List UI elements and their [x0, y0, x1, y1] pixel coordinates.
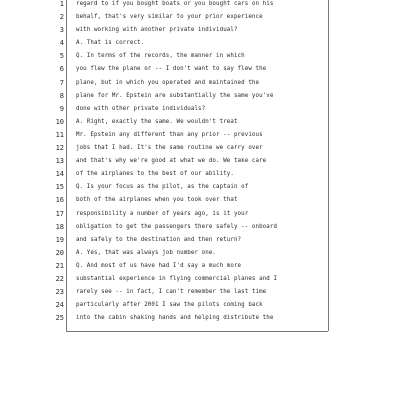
transcript-line: plane, but in which you operated and maintained the [76, 80, 260, 86]
bottom-margin-rule [66, 331, 328, 332]
line-number: 2 [59, 13, 64, 21]
transcript-line: Q. Is your focus as the pilot, as the captain of [76, 184, 249, 190]
line-number: 20 [55, 249, 64, 257]
transcript-line: and that's why we're good at what we do. We take care [76, 158, 267, 164]
line-number: 1 [59, 0, 64, 8]
line-number: 6 [59, 65, 64, 73]
transcript-line: with working with another private individual? [76, 27, 238, 33]
line-number: 9 [59, 105, 64, 113]
transcript-text [76, 0, 324, 331]
transcript-line: you flew the plane or -- I don't want to say flew the [76, 66, 267, 72]
transcript-line: both of the airplanes when you took over that [76, 197, 238, 203]
line-number: 15 [55, 183, 64, 191]
line-number: 7 [59, 79, 64, 87]
transcript-line: regard to if you bought boats or you bought cars on his [76, 1, 274, 7]
transcript-line: particularly after 2001 I saw the pilots coming back [76, 302, 263, 308]
line-number: 23 [55, 288, 64, 296]
line-number: 16 [55, 196, 64, 204]
left-margin-rule [66, 0, 67, 331]
line-number: 22 [55, 275, 64, 283]
transcript-line: jobs that I had. It's the same routine we carry over [76, 145, 263, 151]
transcript-line: A. Right, exactly the same. We wouldn't treat [76, 119, 238, 125]
line-number: 12 [55, 144, 64, 152]
line-number: 19 [55, 236, 64, 244]
line-number: 18 [55, 223, 64, 231]
line-number-column [44, 0, 64, 331]
line-number: 14 [55, 170, 64, 178]
line-number: 3 [59, 26, 64, 34]
transcript-line: obligation to get the passengers there safely -- onboard [76, 224, 278, 230]
transcript-line: behalf, that's very similar to your prior experience [76, 14, 263, 20]
transcript-line: A. Yes, that was always job number one. [76, 250, 217, 256]
transcript-line: substantial experience in flying commercial planes and I [76, 276, 278, 282]
transcript-line: responsibility a number of years ago, is it your [76, 211, 249, 217]
transcript-line: into the cabin shaking hands and helping distribute the [76, 315, 274, 321]
line-number: 13 [55, 157, 64, 165]
transcript-line: of the airplanes to the best of our ability. [76, 171, 234, 177]
line-number: 11 [55, 131, 64, 139]
transcript-line: A. That is correct. [76, 40, 145, 46]
line-number: 8 [59, 92, 64, 100]
transcript-line: and safely to the destination and then return? [76, 237, 242, 243]
line-number: 21 [55, 262, 64, 270]
transcript-line: Q. In terms of the records, the manner in which [76, 53, 245, 59]
transcript-line: rarely see -- in fact, I can't remember the last time [76, 289, 267, 295]
line-number: 25 [55, 314, 64, 322]
line-number: 10 [55, 118, 64, 126]
line-number: 24 [55, 301, 64, 309]
transcript-line: done with other private individuals? [76, 106, 206, 112]
line-number: 4 [59, 39, 64, 47]
transcript-line: Mr. Epstein any different than any prior -- previous [76, 132, 263, 138]
transcript-line: Q. And most of us have had I'd say a much more [76, 263, 242, 269]
line-number: 5 [59, 52, 64, 60]
line-number: 17 [55, 210, 64, 218]
right-margin-rule [328, 0, 329, 331]
transcript-line: plane for Mr. Epstein are substantially the same you've [76, 93, 274, 99]
